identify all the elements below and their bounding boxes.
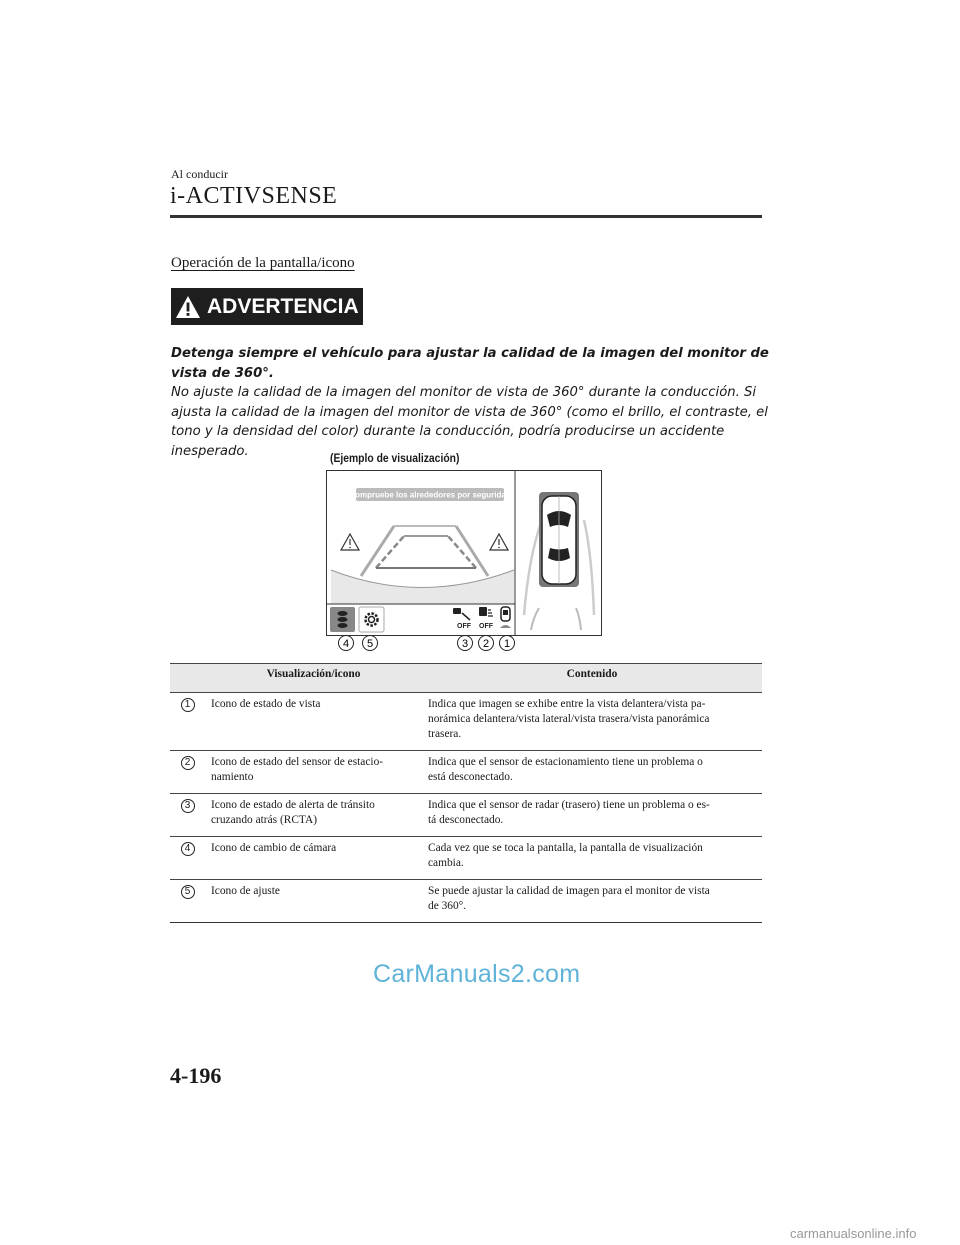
svg-text:2: 2	[482, 638, 490, 650]
row-content: Indica que el sensor de radar (trasero) tiene un problema o es- tá desconectado.	[422, 794, 762, 837]
row-icon-name: Icono de estado de alerta de tránsito cruzando atrás (RCTA)	[205, 794, 422, 837]
row-number: 3	[170, 794, 205, 837]
footer-url: carmanualsonline.info	[790, 1226, 917, 1241]
figure-callouts	[326, 632, 602, 654]
settings-icon[interactable]	[359, 607, 384, 632]
table-row	[170, 880, 762, 923]
svg-text:3: 3	[461, 638, 469, 650]
svg-text:1: 1	[503, 638, 511, 650]
table-row	[170, 693, 762, 751]
table-row	[170, 751, 762, 794]
callout-4	[339, 636, 354, 651]
watermark: CarManuals2.com	[373, 960, 581, 988]
monitor-display-figure	[326, 470, 602, 636]
figure-caption: (Ejemplo de visualización)	[330, 453, 460, 465]
row-icon-name: Icono de estado del sensor de estacio- namiento	[205, 751, 422, 794]
row-icon-name: Icono de estado de vista	[205, 693, 422, 751]
warning-icon	[175, 295, 201, 319]
header-rule	[170, 215, 762, 218]
camera-switch-icon[interactable]	[330, 607, 355, 632]
row-content: Indica que el sensor de estacionamiento tiene un problema o está desconectado.	[422, 751, 762, 794]
callout-1	[500, 636, 515, 651]
screen-message: Compruebe los alrededores por seguridad	[349, 490, 511, 500]
page-number: 4-196	[170, 1063, 222, 1088]
icon-table	[170, 663, 762, 923]
table-row	[170, 794, 762, 837]
callout-2	[479, 636, 494, 651]
row-number: 5	[170, 880, 205, 923]
table-header-content: Contenido	[422, 664, 762, 693]
subsection-title: Operación de la pantalla/icono	[171, 255, 355, 271]
callout-5	[363, 636, 378, 651]
row-icon-name: Icono de cambio de cámara	[205, 837, 422, 880]
row-number: 2	[170, 751, 205, 794]
parking-off-label: OFF	[479, 623, 493, 630]
row-number: 1	[170, 693, 205, 751]
svg-text:5: 5	[366, 638, 374, 650]
row-content: Indica que imagen se exhibe entre la vista delantera/vista pa- norámica delantera/vista lateral/vista trasera/vista panorámica trasera.	[422, 693, 762, 751]
row-icon-name: Icono de ajuste	[205, 880, 422, 923]
table-row	[170, 837, 762, 880]
row-number: 4	[170, 837, 205, 880]
chapter-label: Al conducir	[171, 167, 228, 181]
warning-body: No ajuste la calidad de la imagen del monitor de vista de 360° durante la conducción. Si ajusta la calidad de la imagen del monitor de vista de 360° (como el brillo, el contraste, el tono y la densidad del color) durante la conducción, podría producirse un accidente inesperado.	[171, 385, 768, 459]
svg-text:4: 4	[342, 638, 350, 650]
warning-lead: Detenga siempre el vehículo para ajustar la calidad de la imagen del monitor de vista de 360°.	[171, 346, 769, 381]
row-content: Cada vez que se toca la pantalla, la pantalla de visualización cambia.	[422, 837, 762, 880]
section-title: i-ACTIVSENSE	[170, 183, 338, 209]
callout-3	[458, 636, 473, 651]
rcta-off-label: OFF	[457, 623, 471, 630]
table-header-num	[170, 664, 205, 693]
warning-banner	[171, 288, 363, 325]
table-header-row	[170, 664, 762, 693]
row-content: Se puede ajustar la calidad de imagen para el monitor de vista de 360°.	[422, 880, 762, 923]
table-header-icon: Visualización/icono	[205, 664, 422, 693]
warning-text	[171, 344, 771, 461]
warning-banner-label: ADVERTENCIA	[207, 294, 359, 318]
